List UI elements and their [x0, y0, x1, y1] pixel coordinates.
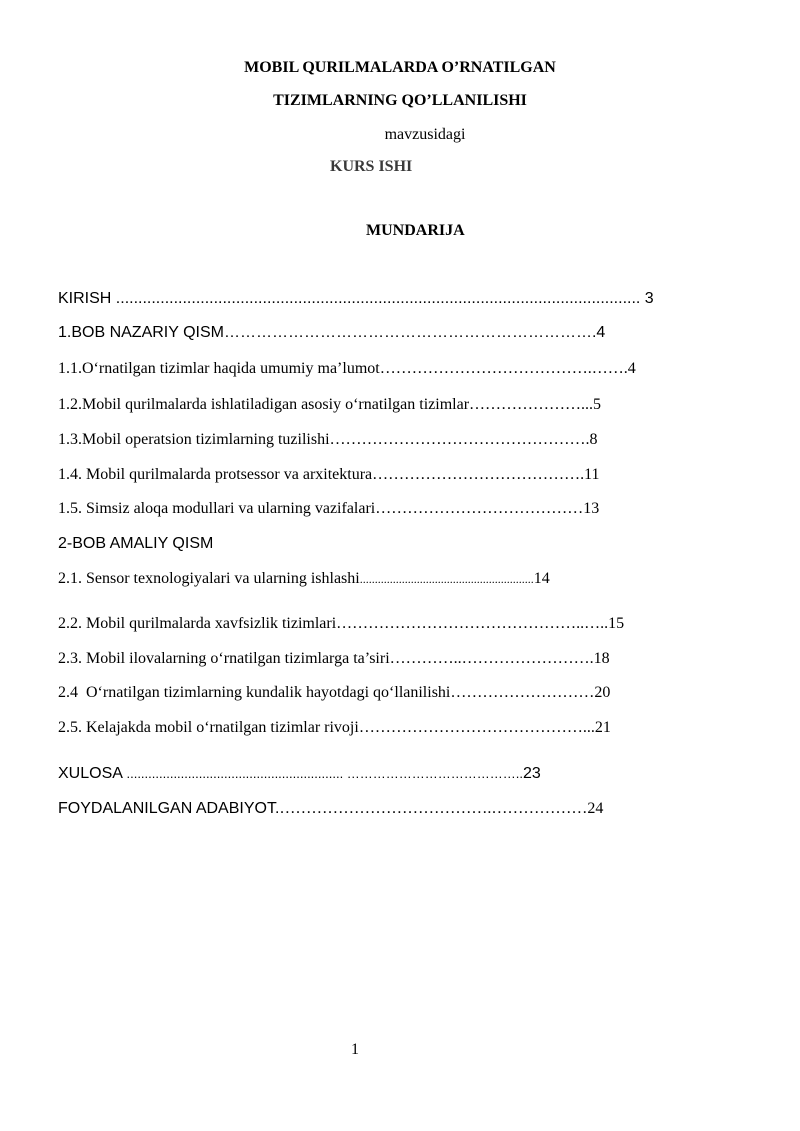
toc-entry-title: FOYDALANILGAN ADABIYOT.	[58, 800, 280, 817]
toc-entry-page: 18	[593, 650, 610, 667]
toc-entry-title: 2.1. Sensor texnologiyalari va ularning ishlashi	[58, 570, 360, 587]
toc-entry[interactable]	[58, 289, 654, 309]
toc-entry-page: 21	[594, 719, 611, 736]
toc-entry-title: 2.5. Kelajakda mobil o‘rnatilgan tizimlar rivoji	[58, 719, 359, 736]
toc-entry-leader: ………………………………………..…..	[336, 615, 609, 632]
toc-entry-leader: ......................................................................................................................	[115, 290, 641, 307]
toc-entry-leader: ………………………………….	[372, 466, 585, 483]
toc-entry-page: 3	[640, 290, 654, 307]
toc-entry-title: 1.5. Simsiz aloqa modullari va ularning vazifalari	[58, 500, 376, 517]
toc-entry-leader: ………………………	[450, 684, 595, 701]
toc-entry-page: 23	[523, 765, 541, 782]
subtitle-text: mavzusidagi	[384, 126, 466, 143]
toc-entry[interactable]	[58, 718, 611, 738]
toc-section-heading[interactable]	[58, 534, 213, 554]
toc-entry-leader: …………………...	[469, 396, 594, 413]
toc-entry-leader: ………………………………………….	[329, 431, 590, 448]
toc-heading: MUNDARIJA	[366, 222, 465, 239]
page-number: 1	[351, 1041, 359, 1058]
toc-entry-title: 2-BOB AMALIY QISM	[58, 535, 214, 552]
toc-entry-title: 2.2. Mobil qurilmalarda xavfsizlik tizimlari	[58, 615, 337, 632]
toc-entry-title: 1.1.O‘rnatilgan tizimlar haqida umumiy ma’lumot	[58, 360, 380, 377]
toc-entry-title: 1.3.Mobil operatsion tizimlarning tuzilishi	[58, 431, 330, 448]
toc-entry-page: 14	[533, 570, 550, 587]
toc-entry-page: 5	[593, 396, 602, 413]
toc-entry[interactable]	[58, 764, 541, 784]
toc-entry[interactable]	[58, 799, 603, 819]
toc-entry-title: XULOSA	[58, 765, 127, 782]
toc-entry-leader: ………………………………….…….	[379, 360, 628, 377]
toc-entry-title: 2.3. Mobil ilovalarning o‘rnatilgan tizimlarga ta’siri	[58, 650, 390, 667]
toc-entry[interactable]	[58, 359, 636, 379]
toc-entry[interactable]	[58, 499, 599, 519]
toc-entry-page: 15	[608, 615, 625, 632]
toc-entry-title: 1.BOB NAZARIY QISM	[58, 324, 224, 341]
toc-entry[interactable]	[58, 465, 600, 485]
toc-entry-leader: ……………………………………...	[358, 719, 595, 736]
toc-entry[interactable]	[58, 569, 550, 589]
toc-entry-leader: …………………………………	[375, 500, 584, 517]
toc-entry-page: 20	[594, 684, 611, 701]
toc-entry-page: 4	[627, 360, 636, 377]
toc-entry-page: 13	[583, 500, 600, 517]
toc-entry-page: 8	[589, 431, 598, 448]
toc-entry[interactable]	[58, 649, 610, 669]
toc-entry-title: 1.4. Mobil qurilmalarda protsessor va arxitektura	[58, 466, 373, 483]
document-type: KURS ISHI	[330, 158, 413, 175]
toc-entry-page: 4	[596, 324, 606, 341]
toc-entry-leader: ………………………………….………………	[279, 800, 588, 817]
toc-entry[interactable]	[58, 683, 610, 703]
toc-entry-leader: ..........................................................	[359, 572, 534, 586]
toc-entry-title: 2.4 O‘rnatilgan tizimlarning kundalik hayotdagi qo‘llanilishi	[58, 684, 451, 701]
toc-entry[interactable]	[58, 395, 601, 415]
toc-entry-page: 11	[584, 466, 600, 483]
toc-entry[interactable]	[58, 323, 605, 343]
title-line-1: MOBIL QURILMALARDA O’RNATILGAN	[244, 59, 556, 76]
subtitle	[0, 125, 800, 145]
toc-entry-leader: …………..…………………….	[389, 650, 594, 667]
toc-entry-title: 1.2.Mobil qurilmalarda ishlatiladigan asosiy o‘rnatilgan tizimlar	[58, 396, 470, 413]
toc-entry[interactable]	[58, 614, 624, 634]
toc-entry-title: KIRISH	[58, 290, 116, 307]
toc-entry[interactable]	[58, 430, 598, 450]
toc-entry-leader: …………………………………………………………….	[223, 324, 597, 341]
toc-entry-leader: ............................................................ …………………………………..	[126, 766, 524, 781]
title-line-2: TIZIMLARNING QO’LLANILISHI	[273, 92, 527, 109]
toc-entry-page: 24	[587, 800, 604, 817]
